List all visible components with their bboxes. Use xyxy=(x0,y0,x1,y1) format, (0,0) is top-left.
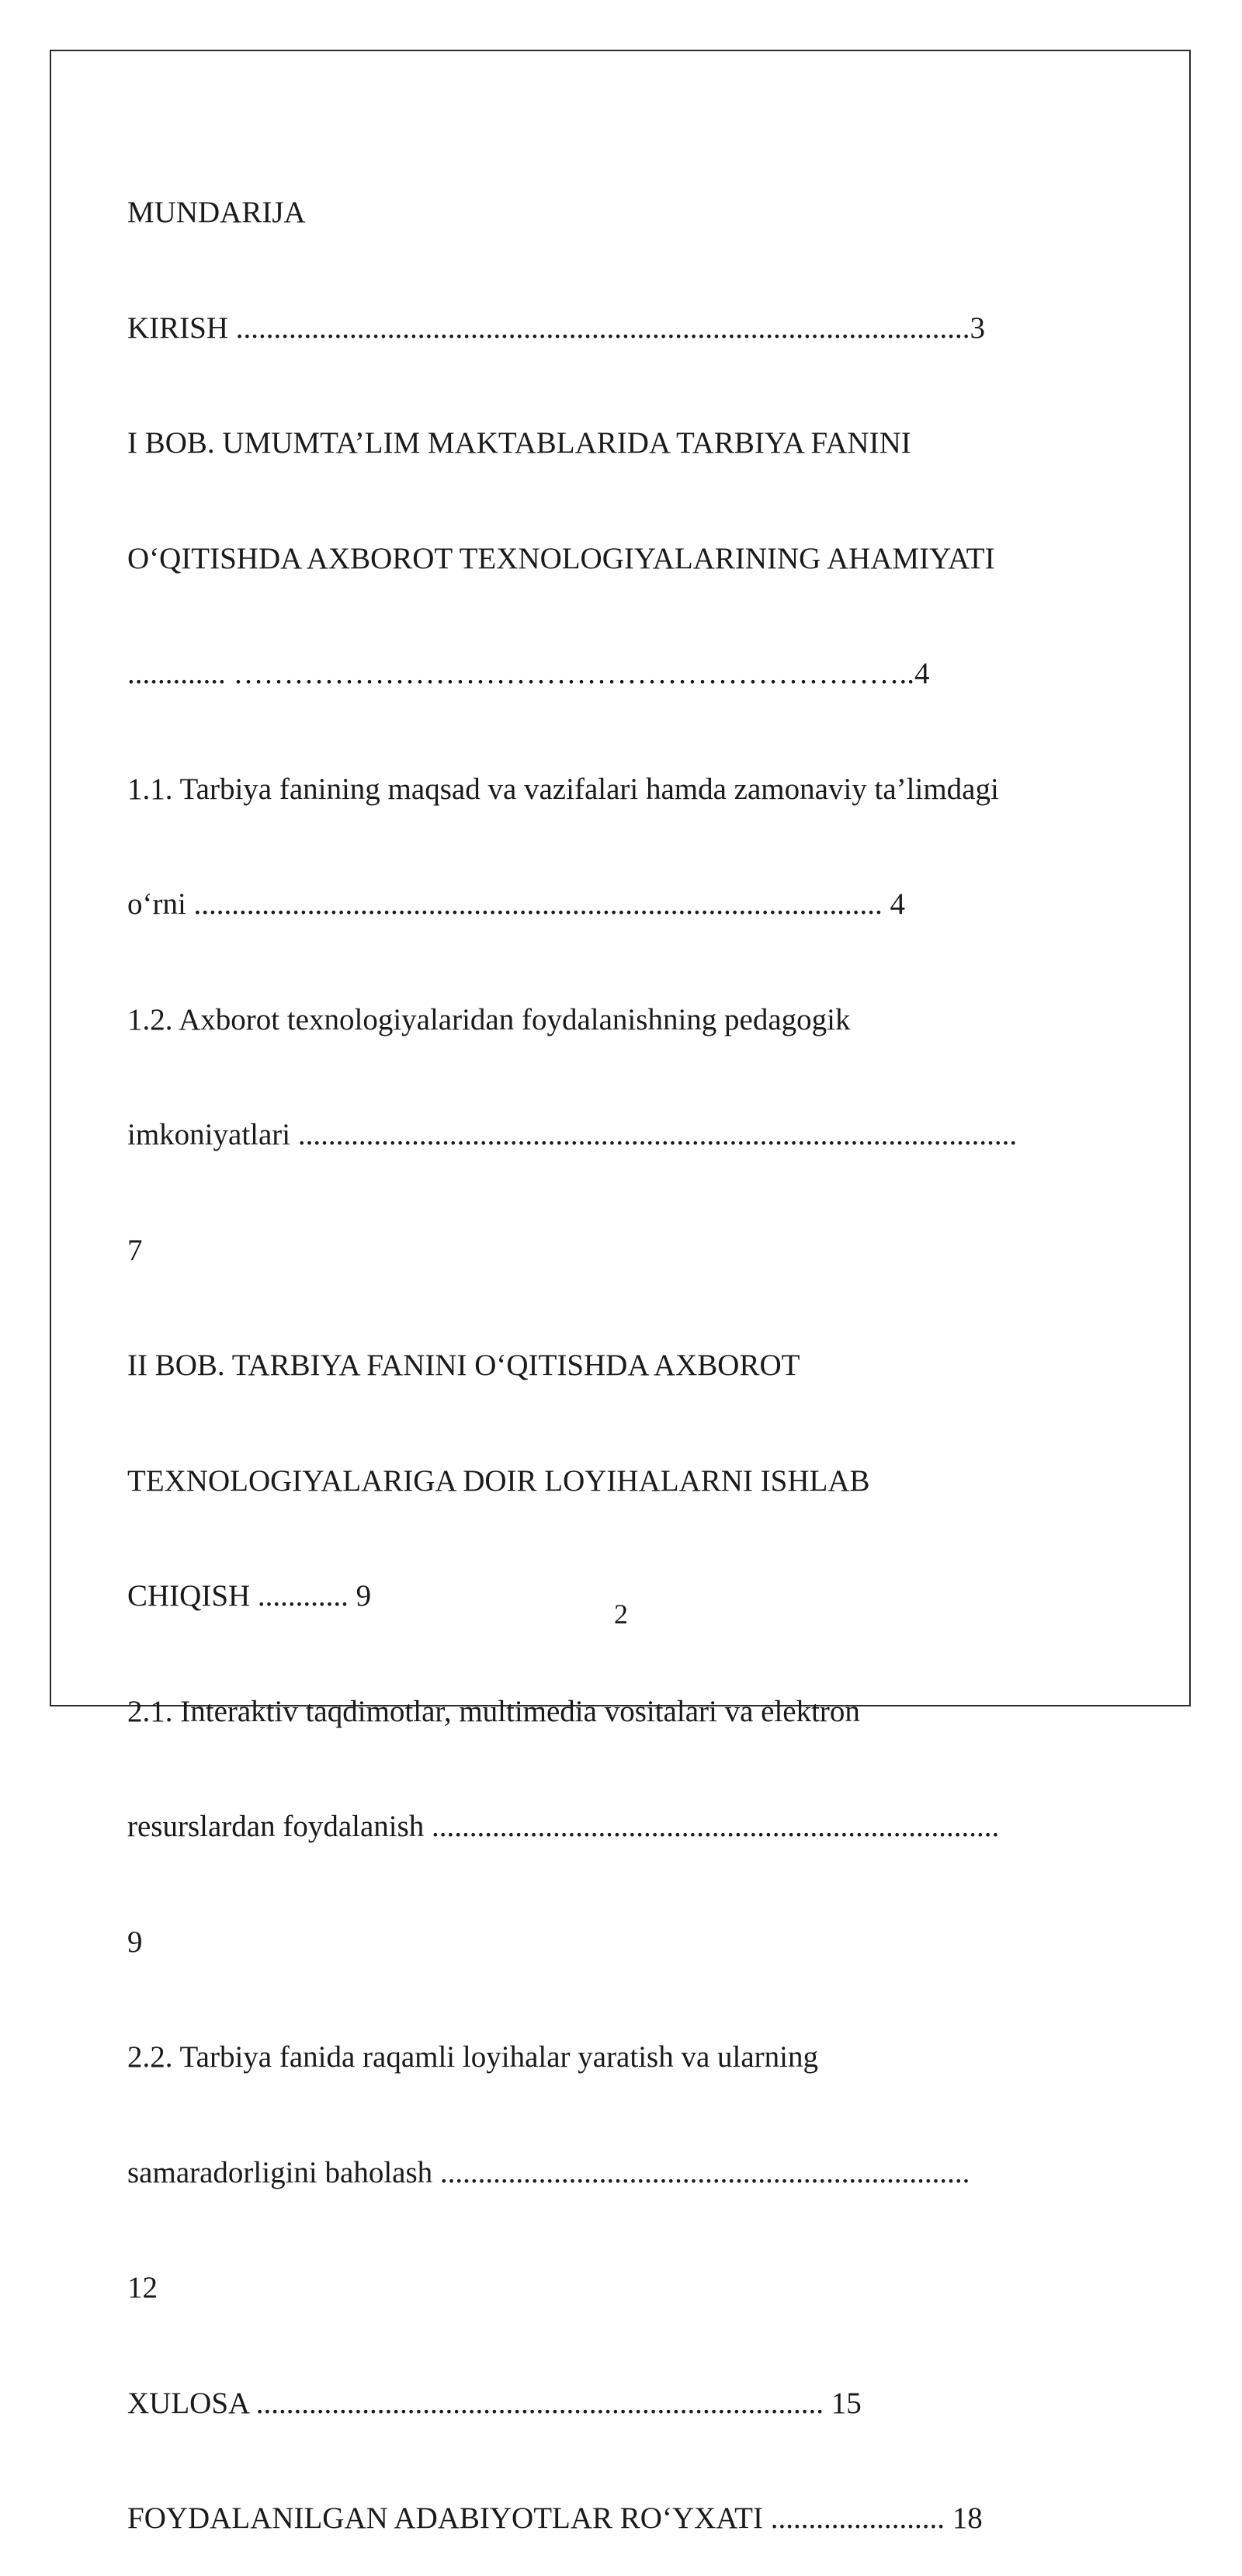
toc-line-section-2-1-page: 9 xyxy=(127,1925,143,1959)
toc-line-section-2-1-b: resurslardan foydalanish ........................................................................... xyxy=(127,1810,1000,1843)
toc-line-section-2-2-page: 12 xyxy=(127,2271,158,2304)
toc-line-section-1-2-b: imkoniyatlari ............................................................................................... xyxy=(127,1118,1018,1151)
toc-line-section-2-2-a: 2.2. Tarbiya fanida raqamli loyihalar yaratish va ularning xyxy=(127,2040,818,2074)
page-number: 2 xyxy=(614,1599,628,1630)
toc-line-section-2-1-a: 2.1. Interaktiv taqdimotlar, multimedia vositalari va elektron xyxy=(127,1694,860,1728)
toc-line-xulosa: XULOSA ........................................................................... 15 xyxy=(127,2386,862,2420)
toc-line-kirish: KIRISH .................................................................................................3 xyxy=(127,311,986,345)
toc-line-section-1-1-a: 1.1. Tarbiya fanining maqsad va vazifalari hamda zamonaviy ta’limdagi xyxy=(127,772,999,806)
toc-line-section-1-2-a: 1.2. Axborot texnologiyalaridan foydalanishning pedagogik xyxy=(127,1002,851,1036)
toc-line-chapter-2-b: TEXNOLOGIYALARIGA DOIR LOYIHALARNI ISHLAB xyxy=(127,1463,870,1498)
toc-line-chapter-1-b: O‘QITISHDA AXBOROT TEXNOLOGIYALARINING AHAMIYATI xyxy=(127,541,995,575)
toc-line-section-1-2-page: 7 xyxy=(127,1233,143,1267)
toc-line-section-2-2-b: samaradorligini baholash ...................................................................... xyxy=(127,2155,970,2189)
toc-line-chapter-2-c: CHIQISH ............ 9 xyxy=(127,1579,372,1613)
table-of-contents xyxy=(127,116,1160,2576)
toc-line-chapter-1-c: ............. …………………………………………………………..4 xyxy=(127,657,930,690)
toc-line-chapter-1-a: I BOB. UMUMTA’LIM MAKTABLARIDA TARBIYA FANINI xyxy=(127,426,911,460)
toc-line-chapter-2-a: II BOB. TARBIYA FANINI O‘QITISHDA AXBOROT xyxy=(127,1349,800,1382)
toc-line-references: FOYDALANILGAN ADABIYOTLAR RO‘YXATI ....................... 18 xyxy=(127,2501,983,2535)
toc-title: MUNDARIJA xyxy=(127,196,306,229)
toc-line-section-1-1-b: o‘rni ........................................................................................... 4 xyxy=(127,887,906,921)
